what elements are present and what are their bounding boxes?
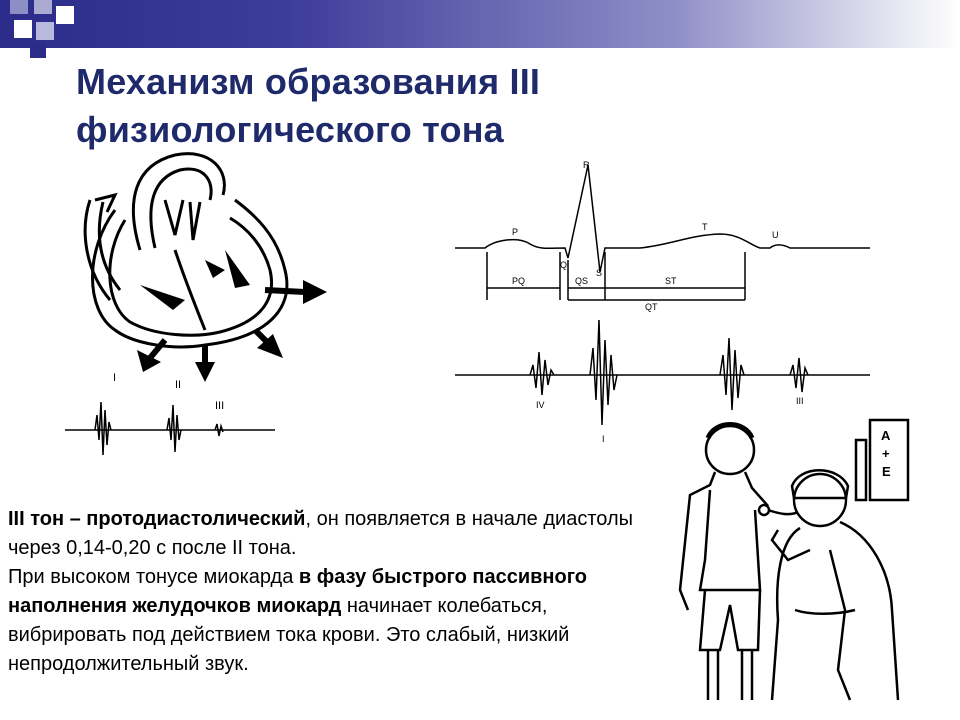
ecg-label-s: S <box>596 268 603 278</box>
header-square-decoration <box>34 0 52 14</box>
poster-letter-a: A <box>881 428 891 443</box>
pcg-label-iv: IV <box>536 400 545 410</box>
ecg-label-u: U <box>772 230 779 240</box>
ecg-label-p: P <box>512 227 519 237</box>
ecg-pcg-illustration <box>450 160 880 450</box>
poster-letter-plus: + <box>882 446 890 461</box>
pcg-label-iii: III <box>796 396 804 406</box>
heart-sound-label-iii: III <box>215 400 225 412</box>
header-square-decoration <box>36 22 54 40</box>
ecg-interval-st: ST <box>665 276 677 286</box>
ecg-interval-pq: PQ <box>512 276 526 286</box>
poster-letter-e: E <box>882 464 891 479</box>
pcg-label-i: I <box>602 434 605 444</box>
third-tone-term: III тон – протодиастолический <box>8 508 306 530</box>
header-square-decoration <box>56 6 74 24</box>
ecg-label-t: T <box>702 222 708 232</box>
heart-sound-label-i: I <box>113 372 117 384</box>
ecg-label-q: Q <box>560 260 568 270</box>
mechanism-intro: При высоком тонусе миокарда <box>8 566 299 588</box>
slide-title-line-1: Механизм образования III <box>76 61 541 102</box>
ecg-label-r: R <box>583 160 590 170</box>
header-square-decoration <box>10 0 28 14</box>
header-gradient-bar <box>0 0 960 48</box>
heart-sound-label-ii: II <box>175 379 182 391</box>
third-tone-timing: , он появляется в начале диастолы через 0,14-0,20 с после II тона. <box>8 508 633 559</box>
ecg-interval-qt: QT <box>645 302 658 312</box>
header-square-decoration <box>30 42 46 58</box>
header-square-decoration <box>14 20 32 38</box>
description-text <box>8 505 648 679</box>
mechanism-phase: в фазу быстрого пассивного наполнения желудочков миокард <box>8 566 588 617</box>
slide-title-line-2: физиологического тона <box>76 109 504 150</box>
heart-illustration <box>55 140 345 480</box>
doctor-patient-illustration <box>660 410 920 710</box>
mechanism-result: начинает колебаться, вибрировать под действием тока крови. Это слабый, низкий непродолжительный звук. <box>8 595 570 675</box>
ecg-interval-qs: QS <box>575 276 589 286</box>
